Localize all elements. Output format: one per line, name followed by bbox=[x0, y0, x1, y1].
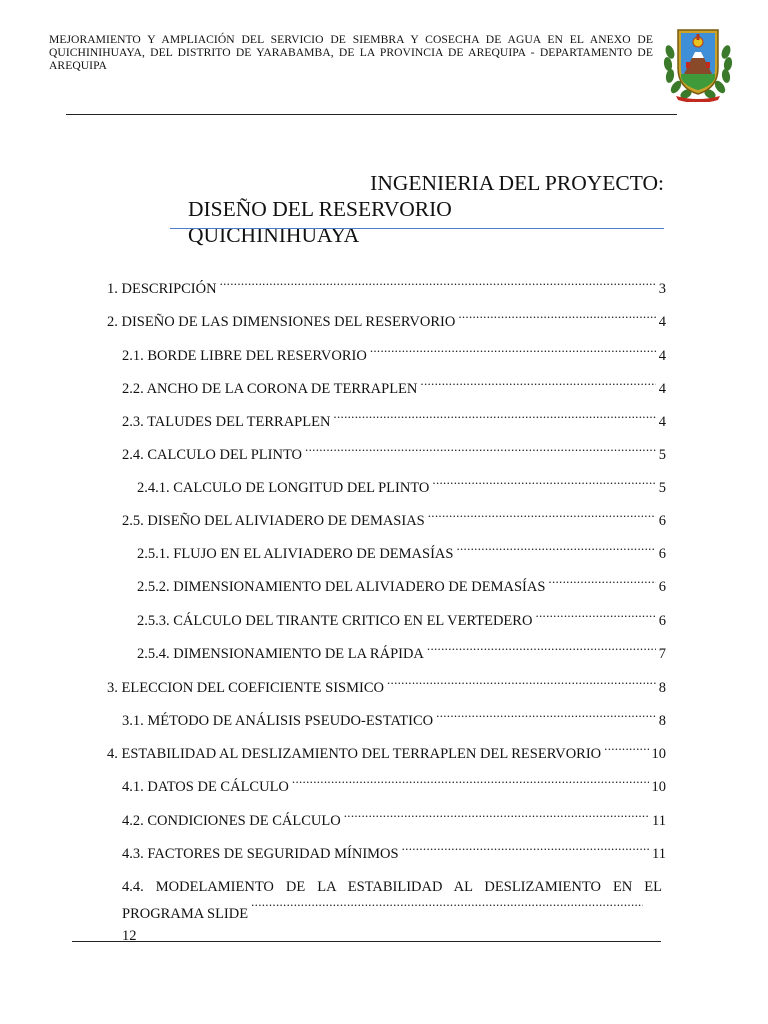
toc-entry-label: 4.2. CONDICIONES DE CÁLCULO bbox=[122, 813, 341, 829]
toc-leader bbox=[427, 640, 656, 658]
toc-entry-page: 6 bbox=[658, 613, 666, 629]
toc-entry-label: 1. DESCRIPCIÓN bbox=[107, 281, 217, 297]
toc-entry-label: PROGRAMA SLIDE bbox=[122, 906, 249, 922]
toc-entry[interactable] bbox=[137, 573, 666, 596]
toc-entry-label: 4.1. DATOS DE CÁLCULO bbox=[122, 779, 289, 795]
title-line-3: QUICHINIHUAYA bbox=[188, 223, 360, 247]
toc-entry[interactable] bbox=[137, 540, 666, 563]
toc-leader bbox=[535, 607, 655, 625]
header-divider bbox=[66, 114, 677, 115]
toc-entry-page: 12 bbox=[122, 928, 137, 944]
header-line-2: QUICHINIHUAYA, DEL DISTRITO DE YARABAMBA, DE LA PROVINCIA DE AREQUIPA - bbox=[49, 46, 535, 59]
toc-entry[interactable] bbox=[137, 474, 666, 497]
toc-entry-page: 6 bbox=[658, 546, 666, 562]
toc-leader bbox=[432, 474, 655, 492]
toc-leader bbox=[420, 375, 655, 393]
toc-entry[interactable] bbox=[122, 840, 666, 863]
toc-entry-page: 4 bbox=[658, 314, 666, 330]
toc-entry[interactable] bbox=[122, 375, 666, 398]
document-header bbox=[49, 33, 653, 72]
toc-leader bbox=[604, 740, 648, 758]
toc-entry[interactable] bbox=[122, 342, 666, 365]
toc-entry[interactable] bbox=[122, 441, 666, 464]
toc-entry-page: 11 bbox=[652, 846, 666, 862]
toc-entry[interactable] bbox=[122, 773, 666, 796]
toc-entry[interactable] bbox=[122, 507, 666, 530]
toc-entry-label: 2. DISEÑO DE LAS DIMENSIONES DEL RESERVORIO bbox=[107, 314, 456, 330]
toc-entry-label-line-1: 4.4. MODELAMIENTO DE LA ESTABILIDAD AL DESLIZAMIENTO EN EL bbox=[122, 879, 662, 895]
toc-leader bbox=[305, 441, 656, 459]
header-line-1: MEJORAMIENTO Y AMPLIACIÓN DEL SERVICIO DE SIEMBRA Y COSECHA DE AGUA EN EL ANEXO DE bbox=[49, 33, 653, 46]
toc-entry-label: 2.4.1. CALCULO DE LONGITUD DEL PLINTO bbox=[137, 480, 430, 496]
toc-entry[interactable] bbox=[107, 740, 666, 763]
toc-entry-label: 3. ELECCION DEL COEFICIENTE SISMICO bbox=[107, 680, 384, 696]
header-line-3: DEPARTAMENTO DE AREQUIPA bbox=[49, 46, 653, 72]
page-title bbox=[188, 170, 664, 248]
toc-leader bbox=[458, 308, 655, 326]
toc-entry[interactable] bbox=[122, 707, 666, 730]
toc-entry-page: 4 bbox=[658, 381, 666, 397]
toc-entry[interactable] bbox=[122, 408, 666, 431]
toc-leader bbox=[456, 540, 655, 558]
toc-entry-label: 2.3. TALUDES DEL TERRAPLEN bbox=[122, 414, 331, 430]
toc-entry[interactable] bbox=[107, 674, 666, 697]
toc-entry[interactable] bbox=[122, 807, 666, 830]
toc-entry-page: 10 bbox=[651, 779, 666, 795]
toc-entry-label: 2.5.2. DIMENSIONAMIENTO DEL ALIVIADERO DE DEMASÍAS bbox=[137, 579, 546, 595]
toc-entry-page: 6 bbox=[658, 513, 666, 529]
toc-entry-label: 2.1. BORDE LIBRE DEL RESERVORIO bbox=[122, 348, 367, 364]
toc-entry-label: 2.5.4. DIMENSIONAMIENTO DE LA RÁPIDA bbox=[137, 646, 424, 662]
toc-entry-page: 6 bbox=[658, 579, 666, 595]
toc-entry-page: 7 bbox=[658, 646, 666, 662]
toc-leader bbox=[370, 342, 656, 360]
toc-leader bbox=[548, 573, 655, 591]
toc-entry-label: 2.4. CALCULO DEL PLINTO bbox=[122, 447, 303, 463]
toc-entry-label: 2.5. DISEÑO DEL ALIVIADERO DE DEMASIAS bbox=[122, 513, 425, 529]
toc-entry[interactable] bbox=[137, 640, 666, 663]
toc-leader bbox=[292, 773, 649, 791]
toc-entry-label: 4.3. FACTORES DE SEGURIDAD MÍNIMOS bbox=[122, 846, 399, 862]
toc-leader bbox=[333, 408, 655, 426]
toc-leader bbox=[220, 275, 656, 293]
title-line-2: DISEÑO DEL RESERVORIO bbox=[188, 197, 452, 221]
toc-entry-page: 8 bbox=[658, 680, 666, 696]
toc-entry-page: 10 bbox=[651, 746, 666, 762]
toc-entry-page: 5 bbox=[658, 447, 666, 463]
toc-leader bbox=[436, 707, 656, 725]
title-underline bbox=[170, 228, 664, 229]
toc-entry-page: 8 bbox=[658, 713, 666, 729]
toc-entry-label: 2.5.1. FLUJO EN EL ALIVIADERO DE DEMASÍAS bbox=[137, 546, 454, 562]
toc-entry-label: 2.5.3. CÁLCULO DEL TIRANTE CRITICO EN EL VERTEDERO bbox=[137, 613, 533, 629]
toc-entry-page: 4 bbox=[658, 414, 666, 430]
toc-entry-label-line-2 bbox=[122, 900, 646, 927]
toc-entry[interactable] bbox=[137, 607, 666, 630]
toc-leader bbox=[387, 674, 656, 692]
coat-of-arms-icon bbox=[662, 22, 734, 102]
toc-leader bbox=[428, 507, 656, 525]
toc-entry-page: 5 bbox=[658, 480, 666, 496]
toc-entry[interactable] bbox=[107, 275, 666, 298]
toc-entry-page: 4 bbox=[658, 348, 666, 364]
toc-entry-multiline[interactable] bbox=[122, 874, 662, 927]
title-line-1: INGENIERIA DEL PROYECTO: bbox=[370, 171, 664, 195]
toc-leader bbox=[402, 840, 649, 858]
toc-leader bbox=[251, 900, 643, 918]
toc-entry-label: 2.2. ANCHO DE LA CORONA DE TERRAPLEN bbox=[122, 381, 418, 397]
footer-divider bbox=[72, 941, 661, 942]
toc-leader bbox=[344, 807, 649, 825]
toc-entry-label: 3.1. MÉTODO DE ANÁLISIS PSEUDO-ESTATICO bbox=[122, 713, 434, 729]
toc-entry-page: 11 bbox=[652, 813, 666, 829]
toc-entry-label: 4. ESTABILIDAD AL DESLIZAMIENTO DEL TERRAPLEN DEL RESERVORIO bbox=[107, 746, 602, 762]
toc-entry-page: 3 bbox=[658, 281, 666, 297]
toc-entry[interactable] bbox=[107, 308, 666, 331]
